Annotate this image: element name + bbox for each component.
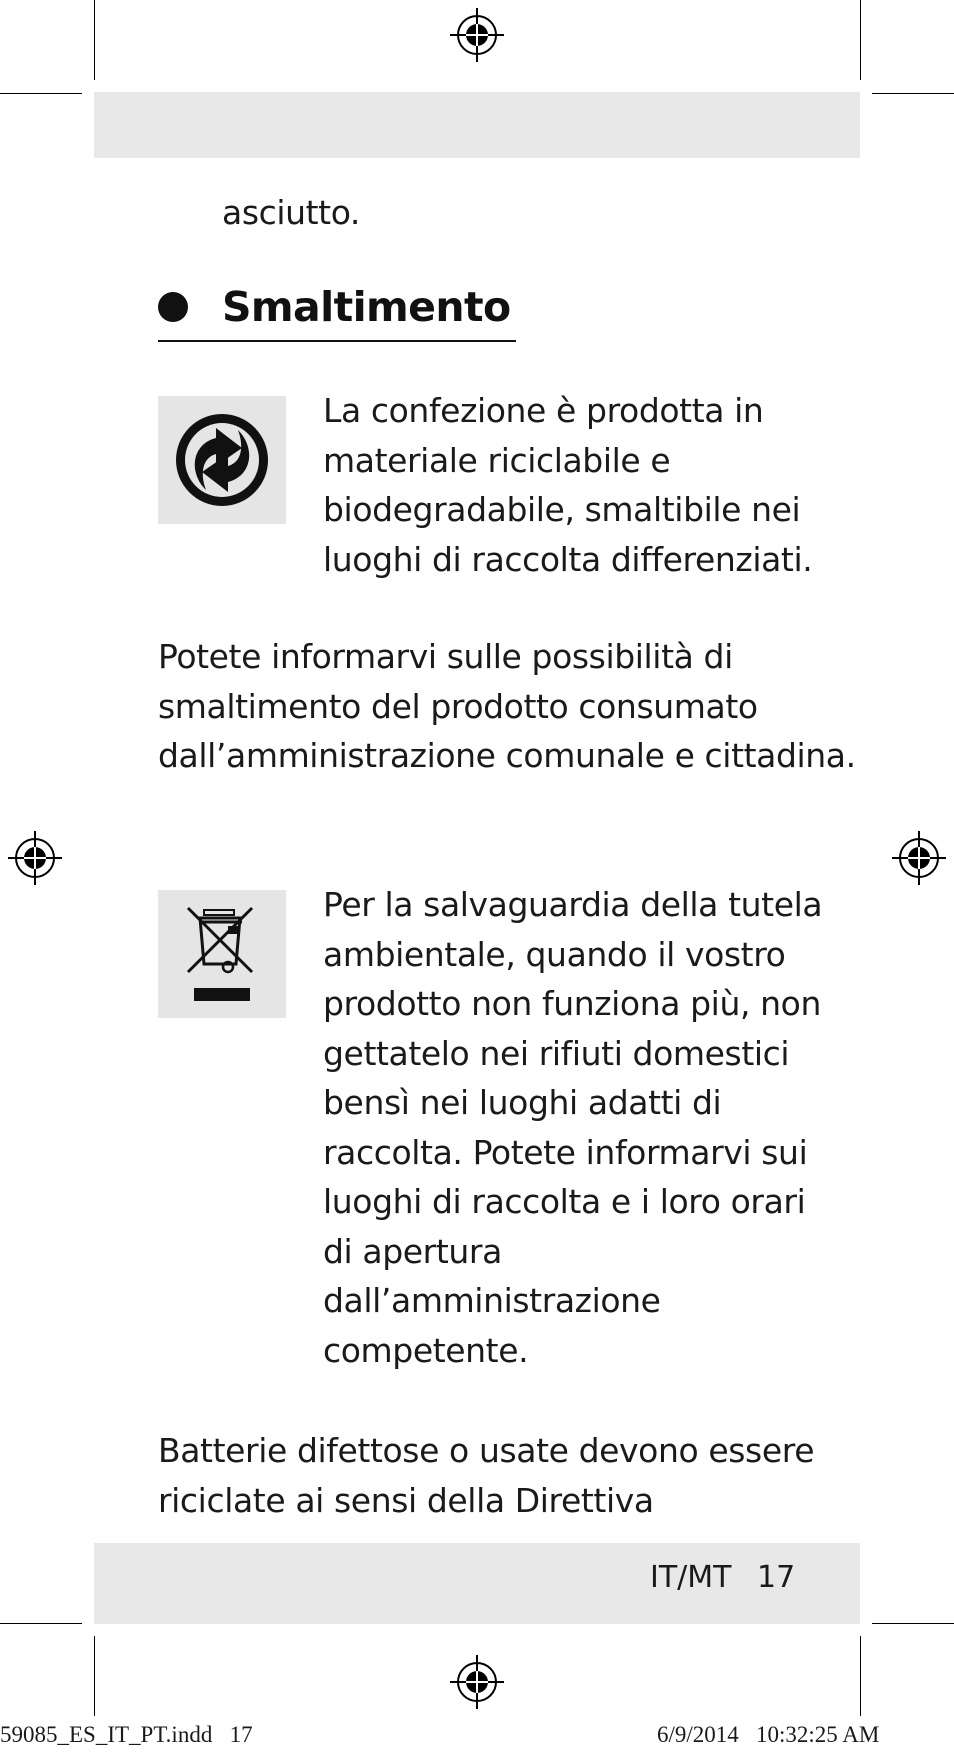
registration-mark-icon <box>892 831 946 885</box>
disposal-info-paragraph: Potete informarvi sulle possibilità di smaltimento del prodotto consumato dall’amministrazione comunale e cittadina. <box>158 637 856 775</box>
crop-mark <box>94 0 95 80</box>
weee-paragraph: Per la salvaguardia della tutela ambientale, quando il vostro prodotto non funziona più, non gettatelo nei rifiuti domestici bensì nei luoghi adatti di raccolta. Potete informarvi sui luoghi di raccolta e i loro orari di apertura dall’amministrazione competente. <box>323 885 823 1370</box>
crop-mark <box>0 1623 82 1624</box>
print-slug-file: 59085_ES_IT_PT.indd 17 <box>0 1722 253 1747</box>
registration-mark-icon <box>8 831 62 885</box>
crop-mark <box>0 93 82 94</box>
crop-mark <box>872 93 954 94</box>
footer-band <box>94 1543 860 1624</box>
continued-text: asciutto. <box>222 193 361 232</box>
section-heading <box>158 280 516 342</box>
packaging-icon-box <box>158 396 286 524</box>
battery-paragraph: Batterie difettose o usate devono essere riciclate ai sensi della Direttiva <box>158 1431 815 1520</box>
heading-bullet <box>158 292 188 322</box>
footer-language: IT/MT <box>650 1560 732 1595</box>
registration-mark-icon <box>450 1655 504 1709</box>
weee-icon-box <box>158 890 286 1018</box>
registration-mark-icon <box>450 8 504 62</box>
packaging-paragraph: La confezione è prodotta in materiale riciclabile e biodegradabile, smaltibile nei luoghi di raccolta differenziati. <box>323 391 813 579</box>
crop-mark <box>94 1636 95 1716</box>
section-title: Smaltimento <box>222 283 511 331</box>
crop-mark <box>860 1636 861 1716</box>
crop-mark <box>872 1623 954 1624</box>
crossed-out-wheelie-bin-icon <box>158 890 286 1018</box>
print-slug-timestamp: 6/9/2014 10:32:25 AM <box>657 1722 880 1747</box>
header-band <box>94 92 860 158</box>
page-number: 17 <box>757 1560 796 1595</box>
green-dot-recycling-icon <box>158 396 286 524</box>
crop-mark <box>860 0 861 80</box>
